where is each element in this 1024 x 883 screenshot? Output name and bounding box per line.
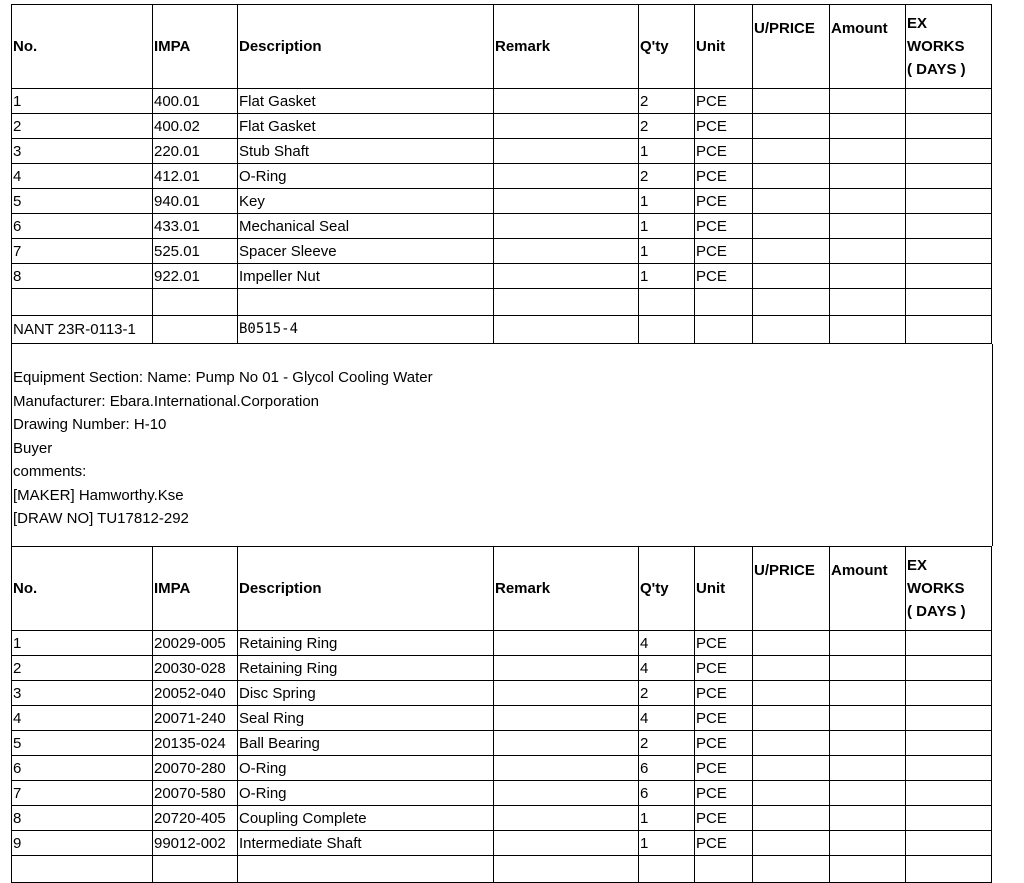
cell-amount — [830, 189, 906, 214]
table-row — [12, 706, 992, 731]
table-row — [12, 681, 992, 706]
cell-qty: 1 — [639, 806, 695, 831]
cell-no: 5 — [12, 189, 153, 214]
cell-remark — [494, 656, 639, 681]
table-row — [12, 164, 992, 189]
table-row — [12, 756, 992, 781]
cell-amount — [830, 731, 906, 756]
table-row — [12, 781, 992, 806]
exworks-line-3: ( DAYS ) — [907, 61, 966, 78]
table-row — [12, 189, 992, 214]
cell-uprice — [753, 681, 830, 706]
equipment-info — [11, 344, 993, 546]
cell-amount — [830, 631, 906, 656]
cell-no: 2 — [12, 114, 153, 139]
table-header-row — [12, 5, 992, 89]
cell-impa: 20029-005 — [153, 631, 238, 656]
table-row — [12, 239, 992, 264]
cell-description: Key — [238, 189, 494, 214]
cell-amount — [830, 264, 906, 289]
cell-no: 6 — [12, 756, 153, 781]
table-row — [12, 139, 992, 164]
cell-uprice — [753, 189, 830, 214]
cell-impa: 433.01 — [153, 214, 238, 239]
cell-amount — [830, 656, 906, 681]
cell-unit: PCE — [695, 656, 753, 681]
cell-exworks — [906, 781, 992, 806]
cell-exworks — [906, 239, 992, 264]
cell-no: 1 — [12, 89, 153, 114]
cell-qty: 1 — [639, 214, 695, 239]
cell-remark — [494, 731, 639, 756]
cell-qty: 2 — [639, 164, 695, 189]
reference-code: B0515-4 — [238, 316, 494, 344]
cell-amount — [830, 214, 906, 239]
cell-uprice — [753, 239, 830, 264]
col-amount-header: Amount — [830, 5, 906, 89]
cell-no: 5 — [12, 731, 153, 756]
cell-description: Coupling Complete — [238, 806, 494, 831]
cell-exworks — [906, 756, 992, 781]
cell-uprice — [753, 631, 830, 656]
cell-uprice — [753, 656, 830, 681]
cell-no: 6 — [12, 214, 153, 239]
cell-remark — [494, 706, 639, 731]
table-row — [12, 631, 992, 656]
cell-exworks — [906, 264, 992, 289]
cell-remark — [494, 756, 639, 781]
cell-no: 3 — [12, 139, 153, 164]
cell-qty: 1 — [639, 189, 695, 214]
exworks-line-3: ( DAYS ) — [907, 603, 966, 620]
cell-description: Stub Shaft — [238, 139, 494, 164]
cell-no: 7 — [12, 781, 153, 806]
cell-unit: PCE — [695, 164, 753, 189]
cell-qty: 4 — [639, 706, 695, 731]
exworks-line-2: WORKS — [907, 38, 965, 55]
cell-impa: 20052-040 — [153, 681, 238, 706]
cell-remark — [494, 189, 639, 214]
cell-remark — [494, 681, 639, 706]
cell-impa: 20070-280 — [153, 756, 238, 781]
cell-description: Intermediate Shaft — [238, 831, 494, 856]
cell-exworks — [906, 139, 992, 164]
cell-impa: 20070-580 — [153, 781, 238, 806]
cell-uprice — [753, 89, 830, 114]
exworks-line-2: WORKS — [907, 580, 965, 597]
manufacturer-line: Manufacturer: Ebara.International.Corporation — [13, 392, 320, 410]
cell-qty: 6 — [639, 756, 695, 781]
cell-qty: 2 — [639, 114, 695, 139]
cell-remark — [494, 89, 639, 114]
cell-amount — [830, 139, 906, 164]
col-exworks-header — [906, 547, 992, 631]
col-impa-header: IMPA — [153, 547, 238, 631]
col-remark-header: Remark — [494, 5, 639, 89]
exworks-line-1: EX — [907, 15, 928, 32]
cell-no: 8 — [12, 264, 153, 289]
cell-remark — [494, 114, 639, 139]
cell-no: 8 — [12, 806, 153, 831]
cell-remark — [494, 214, 639, 239]
col-qty-header: Q'ty — [639, 547, 695, 631]
equipment-section-line: Equipment Section: Name: Pump No 01 - Glycol Cooling Water — [13, 369, 433, 386]
col-amount-header: Amount — [830, 547, 906, 631]
cell-description: Seal Ring — [238, 706, 494, 731]
cell-remark — [494, 806, 639, 831]
parts-table-2 — [11, 546, 992, 883]
cell-exworks — [906, 189, 992, 214]
cell-qty: 4 — [639, 656, 695, 681]
cell-remark — [494, 239, 639, 264]
table-row — [12, 264, 992, 289]
cell-uprice — [753, 214, 830, 239]
cell-uprice — [753, 264, 830, 289]
cell-qty: 1 — [639, 264, 695, 289]
cell-impa: 400.02 — [153, 114, 238, 139]
cell-description: Mechanical Seal — [238, 214, 494, 239]
cell-uprice — [753, 731, 830, 756]
cell-uprice — [753, 831, 830, 856]
cell-no: 4 — [12, 164, 153, 189]
cell-no: 9 — [12, 831, 153, 856]
cell-exworks — [906, 706, 992, 731]
cell-uprice — [753, 706, 830, 731]
col-exworks-header — [906, 5, 992, 89]
reference-row — [12, 316, 992, 344]
draw-no-line: [DRAW NO] TU17812-292 — [13, 510, 189, 527]
cell-unit: PCE — [695, 806, 753, 831]
cell-remark — [494, 264, 639, 289]
cell-qty: 2 — [639, 731, 695, 756]
table-row — [12, 831, 992, 856]
table-row — [12, 656, 992, 681]
empty-row — [12, 289, 992, 316]
col-uprice-header: U/PRICE — [753, 547, 830, 631]
cell-amount — [830, 756, 906, 781]
cell-description: Retaining Ring — [238, 631, 494, 656]
col-description-header: Description — [238, 5, 494, 89]
cell-unit: PCE — [695, 631, 753, 656]
quotation-document — [11, 0, 991, 883]
col-qty-header: Q'ty — [639, 5, 695, 89]
table-header-row — [12, 547, 992, 631]
cell-impa: 922.01 — [153, 264, 238, 289]
col-remark-header: Remark — [494, 547, 639, 631]
cell-description: O-Ring — [238, 164, 494, 189]
cell-no: 2 — [12, 656, 153, 681]
cell-amount — [830, 89, 906, 114]
cell-exworks — [906, 831, 992, 856]
cell-impa: 400.01 — [153, 89, 238, 114]
table-row — [12, 89, 992, 114]
cell-unit: PCE — [695, 264, 753, 289]
parts-table-1 — [11, 4, 992, 344]
cell-description: Ball Bearing — [238, 731, 494, 756]
cell-exworks — [906, 731, 992, 756]
cell-description: Retaining Ring — [238, 656, 494, 681]
cell-description: Spacer Sleeve — [238, 239, 494, 264]
table-row — [12, 114, 992, 139]
cell-remark — [494, 781, 639, 806]
cell-unit: PCE — [695, 239, 753, 264]
cell-impa: 412.01 — [153, 164, 238, 189]
cell-exworks — [906, 214, 992, 239]
cell-unit: PCE — [695, 706, 753, 731]
cell-impa: 940.01 — [153, 189, 238, 214]
cell-description: Impeller Nut — [238, 264, 494, 289]
cell-unit: PCE — [695, 831, 753, 856]
cell-unit: PCE — [695, 731, 753, 756]
col-description-header: Description — [238, 547, 494, 631]
cell-description: Disc Spring — [238, 681, 494, 706]
maker-line: [MAKER] Hamworthy.Kse — [13, 486, 184, 504]
cell-amount — [830, 239, 906, 264]
cell-impa: 20135-024 — [153, 731, 238, 756]
cell-description: O-Ring — [238, 781, 494, 806]
buyer-line: Buyer — [13, 439, 53, 457]
cell-exworks — [906, 631, 992, 656]
col-unit-header: Unit — [695, 5, 753, 89]
cell-unit: PCE — [695, 89, 753, 114]
cell-exworks — [906, 89, 992, 114]
cell-exworks — [906, 806, 992, 831]
cell-qty: 2 — [639, 89, 695, 114]
cell-qty: 1 — [639, 239, 695, 264]
cell-qty: 1 — [639, 139, 695, 164]
cell-description: O-Ring — [238, 756, 494, 781]
cell-unit: PCE — [695, 681, 753, 706]
cell-uprice — [753, 756, 830, 781]
cell-impa: 20030-028 — [153, 656, 238, 681]
cell-qty: 1 — [639, 831, 695, 856]
cell-impa: 20720-405 — [153, 806, 238, 831]
exworks-line-1: EX — [907, 557, 928, 574]
cell-uprice — [753, 806, 830, 831]
cell-exworks — [906, 656, 992, 681]
cell-uprice — [753, 114, 830, 139]
cell-qty: 2 — [639, 681, 695, 706]
cell-description: Flat Gasket — [238, 114, 494, 139]
cell-amount — [830, 164, 906, 189]
table-row — [12, 214, 992, 239]
cell-unit: PCE — [695, 139, 753, 164]
col-uprice-header: U/PRICE — [753, 5, 830, 89]
cell-no: 7 — [12, 239, 153, 264]
col-impa-header: IMPA — [153, 5, 238, 89]
cell-impa: 525.01 — [153, 239, 238, 264]
comments-line: comments: — [13, 463, 87, 480]
cell-no: 3 — [12, 681, 153, 706]
cell-unit: PCE — [695, 189, 753, 214]
reference-left: NANT 23R-0113-1 — [12, 316, 153, 344]
col-no-header: No. — [12, 5, 153, 89]
cell-amount — [830, 114, 906, 139]
cell-remark — [494, 631, 639, 656]
cell-amount — [830, 831, 906, 856]
cell-uprice — [753, 164, 830, 189]
table-row — [12, 731, 992, 756]
cell-impa: 220.01 — [153, 139, 238, 164]
cell-unit: PCE — [695, 214, 753, 239]
cell-impa: 20071-240 — [153, 706, 238, 731]
cell-amount — [830, 681, 906, 706]
cell-uprice — [753, 781, 830, 806]
cell-remark — [494, 164, 639, 189]
cell-unit: PCE — [695, 114, 753, 139]
cell-amount — [830, 806, 906, 831]
cell-amount — [830, 781, 906, 806]
cell-uprice — [753, 139, 830, 164]
cell-remark — [494, 831, 639, 856]
drawing-number-line: Drawing Number: H-10 — [13, 416, 167, 433]
cell-description: Flat Gasket — [238, 89, 494, 114]
cell-exworks — [906, 114, 992, 139]
cell-remark — [494, 139, 639, 164]
cell-unit: PCE — [695, 756, 753, 781]
empty-row — [12, 856, 992, 883]
cell-exworks — [906, 164, 992, 189]
cell-impa: 99012-002 — [153, 831, 238, 856]
cell-qty: 6 — [639, 781, 695, 806]
cell-no: 4 — [12, 706, 153, 731]
table-row — [12, 806, 992, 831]
col-no-header: No. — [12, 547, 153, 631]
cell-unit: PCE — [695, 781, 753, 806]
cell-exworks — [906, 681, 992, 706]
cell-no: 1 — [12, 631, 153, 656]
col-unit-header: Unit — [695, 547, 753, 631]
cell-amount — [830, 706, 906, 731]
cell-qty: 4 — [639, 631, 695, 656]
